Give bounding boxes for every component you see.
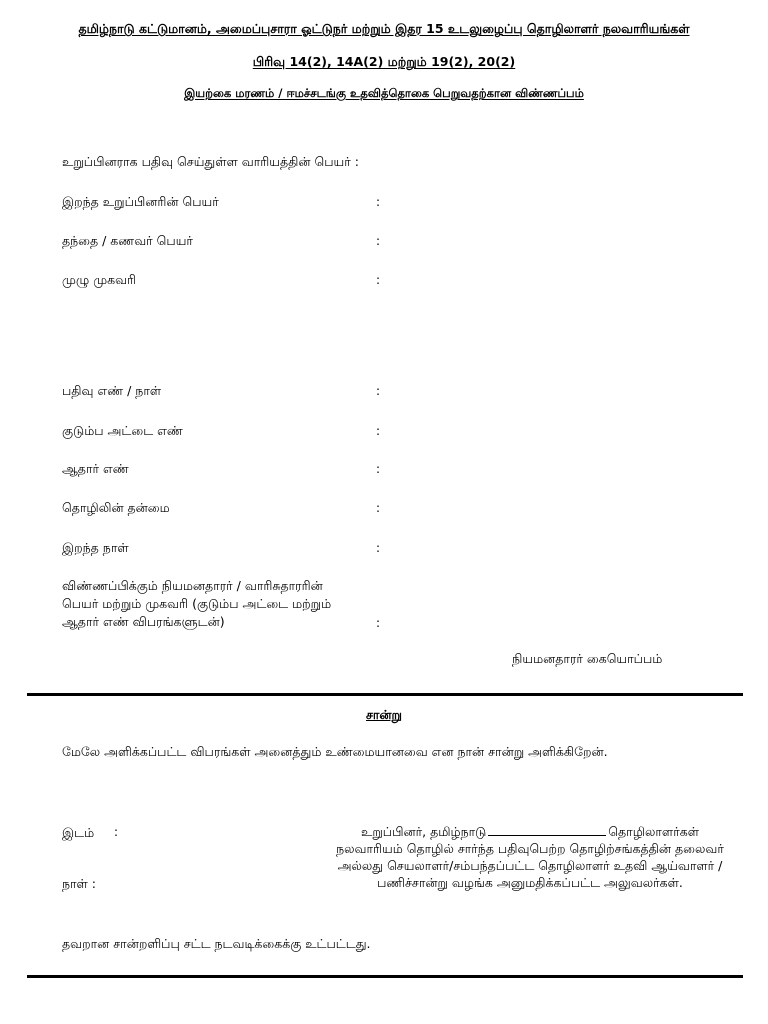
date-label: நாள் : — [62, 876, 97, 891]
field-nominee-details-line1: விண்ணப்பிக்கும் நியமனதாரர் / வாரிசுதாரரின் — [62, 578, 323, 593]
field-colon: : — [376, 195, 381, 209]
field-family-card-number: குடும்ப அட்டை எண் — [62, 423, 183, 438]
section-divider — [27, 693, 743, 696]
authority-text-part2: தொழிலாளர்கள் நலவாரியம் தொழில் சார்ந்த பதிவுபெற்ற தொழிற்சங்கத்தின் தலைவர் அல்லது செயலாளர்/சம்பந்தப்பட்ட தொழிலாளர் உதவி ஆய்வாளர் / பணிச்சான்று வழங்க அனுமதிக்கப்பட்ட அலுவலர்கள். — [336, 824, 724, 890]
bottom-divider — [27, 975, 743, 978]
field-deceased-name: இறந்த உறுப்பினரின் பெயர் — [62, 194, 219, 209]
field-colon: : — [376, 501, 381, 515]
form-title: இயற்கை மரணம் / ஈமச்சடங்கு உதவித்தொகை பெறுவதற்கான விண்ணப்பம் — [184, 86, 584, 100]
field-aadhaar-number: ஆதார் எண் — [62, 461, 129, 476]
field-date-of-death: இறந்த நாள் — [62, 540, 129, 555]
false-certification-warning: தவறான சான்றளிப்பு சட்ட நடவடிக்கைக்கு உட்பட்டது. — [62, 936, 371, 951]
board-name-blank — [488, 824, 606, 836]
field-registration-number-date: பதிவு எண் / நாள் — [62, 383, 162, 398]
nominee-signature-label: நியமனதாரர் கையொப்பம் — [512, 651, 663, 666]
field-colon: : — [376, 424, 381, 438]
field-colon: : — [376, 541, 381, 555]
field-colon: : — [376, 384, 381, 398]
place-label: இடம் — [62, 825, 95, 840]
field-nominee-details-line2: பெயர் மற்றும் முகவரி (குடும்ப அட்டை மற்றும் — [62, 596, 332, 611]
certifying-authority-block — [330, 823, 730, 891]
place-colon: : — [114, 825, 119, 839]
field-colon: : — [376, 234, 381, 248]
field-colon: : — [376, 616, 381, 630]
field-occupation: தொழிலின் தன்மை — [62, 500, 170, 515]
field-board-name: உறுப்பினராக பதிவு செய்துள்ள வாரியத்தின் பெயர் : — [62, 154, 359, 169]
field-colon: : — [376, 273, 381, 287]
certificate-title: சான்று — [365, 707, 403, 722]
field-nominee-details-line3: ஆதார் எண் விபரங்களுடன்) — [62, 614, 225, 629]
field-full-address: முழு முகவரி — [62, 272, 137, 287]
form-header-sections: பிரிவு 14(2), 14A(2) மற்றும் 19(2), 20(2) — [252, 54, 516, 69]
field-colon: : — [376, 462, 381, 476]
form-header-board-names: தமிழ்நாடு கட்டுமானம், அமைப்புசாரா ஓட்டுநர் மற்றும் இதர 15 உடலுழைப்பு தொழிலாளர் நலவாரியங்கள் — [78, 21, 690, 36]
authority-text-part1: உறுப்பினர், தமிழ்நாடு — [360, 824, 487, 839]
certificate-statement: மேலே அளிக்கப்பட்ட விபரங்கள் அனைத்தும் உண்மையானவை என நான் சான்று அளிக்கிறேன். — [62, 744, 608, 759]
field-father-husband-name: தந்தை / கணவர் பெயர் — [62, 233, 193, 248]
